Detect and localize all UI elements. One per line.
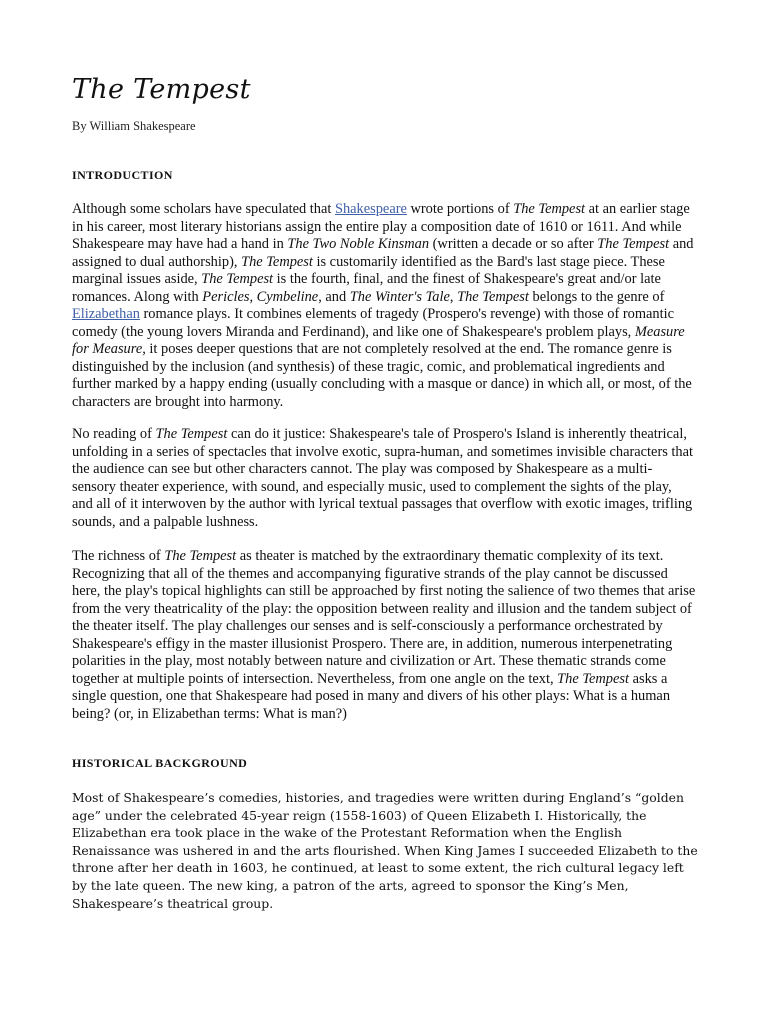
inline-link-elizabethan[interactable]: Elizabethan: [72, 306, 140, 322]
text-run: is the fourth, final, and the finest of Shakespeare's great and/or late romances. Along with: [72, 271, 661, 305]
italic-title: Measure for Measure: [72, 323, 685, 357]
italic-title: The Winter's Tale: [349, 288, 450, 305]
text-run: is customarily identified as the Bard's last stage piece. These marginal issues aside,: [72, 253, 665, 287]
italic-title: The Tempest: [557, 670, 629, 687]
text-run: belongs to the genre of: [528, 288, 665, 305]
italic-title: The Tempest: [513, 201, 586, 217]
italic-title: Cymbeline: [256, 288, 319, 305]
italic-title: The Tempest: [457, 288, 529, 305]
italic-title: The Tempest: [241, 253, 313, 270]
section-heading-introduction: INTRODUCTION: [72, 168, 173, 182]
italic-title: The Tempest: [597, 236, 670, 252]
text-run: at an earlier stage in his career, most literary historians assign the entire play a composition date of 1610 or 1611. And while Shakespeare may have had a hand in: [72, 201, 690, 252]
text-run: , and: [318, 288, 350, 305]
text-run: and assigned to dual authorship),: [72, 236, 694, 270]
text-run: as theater is matched by the extraordinary thematic complexity of its text. Recognizing that all of the themes and accompanying figurative strands of the play cannot be discussed here, the play's topical highlights can still be approached by first noting the salience of two themes that arise from the very theatricality of the play: the opposition between reality and illusion and the tandem subject of the theater itself. The play challenges our senses and is self-consciously a performance orchestrated by Shakespeare's effigy in the master illusionist Prospero. There are, in addition, numerous interpenetrating polarities in the play, most notably between nature and civilization or Art. These thematic strands come together at multiple points of intersection. Nevertheless, from one angle on the text,: [72, 548, 696, 687]
inline-link-shakespeare[interactable]: Shakespeare: [334, 201, 407, 217]
italic-title: Pericles: [202, 288, 250, 305]
text-run: ,: [249, 288, 257, 305]
intro-paragraph-1: [72, 201, 696, 411]
text-run: ,: [449, 288, 458, 305]
text-run: (written a decade or so after: [429, 236, 598, 252]
intro-paragraph-3: [72, 548, 696, 723]
section-heading-historical-background: HISTORICAL BACKGROUND: [72, 756, 248, 770]
text-run: asks a single question, one that Shakespeare had posed in many and divers of his other plays: What is a human being? (or, in Elizabethan terms: What is man?): [72, 670, 671, 722]
text-run: romance plays. It combines elements of tragedy (Prospero's revenge) with those of romantic comedy (the young lovers Miranda and Ferdinand), and like one of Shakespeare's problem plays,: [72, 306, 675, 340]
document-title: The Tempest: [72, 74, 251, 105]
italic-title: The Two Noble Kinsman: [287, 236, 430, 252]
text-run: can do it justice: Shakespeare's tale of Prospero's Island is inherently theatrical, unfolding in a series of spectacles that involve exotic, supra-human, and sometimes invisible characters that the audience can see but other characters cannot. The play was composed by Shakespeare as a multi-sensory theater experience, with sound, and especially music, used to complement the sights of the play, and all of it interwoven by the author with lyrical textual passages that overflow with exotic images, trifling sounds, and a palpable lushness.: [72, 426, 694, 530]
italic-title: The Tempest: [201, 271, 274, 287]
text-run: Although some scholars have speculated that: [72, 201, 335, 217]
text-run: Most of Shakespeare’s comedies, histories, and tragedies were written during England’s “golden age” under the celebrated 45-year reign (1558-1603) of Queen Elizabeth I. Historically, the Elizabethan era took place in the wake of the Protestant Reformation when the English Renaissance was ushered in and the arts flourished. When King James I succeeded Elizabeth to the throne after her death in 1603, he continued, at least to some extent, the rich cultural legacy left by the late queen. The new king, a patron of the arts, agreed to sponsor the King’s Men, Shakespeare’s theatrical group.: [72, 790, 698, 911]
intro-paragraph-2: [72, 426, 696, 531]
text-run: , it poses deeper questions that are not completely resolved at the end. The romance genre is distinguished by the inclusion (and synthesis) of these tragic, comic, and problematical ingredients and further marked by a happy ending (usually concluding with a masque or dance) in which all, or most, of the characters are brought into harmony.: [72, 341, 692, 410]
italic-title: The Tempest: [155, 426, 228, 442]
history-paragraph-1: [72, 789, 702, 912]
document-byline: By William Shakespeare: [72, 119, 196, 133]
text-run: wrote portions of: [406, 201, 514, 217]
text-run: The richness of: [72, 548, 165, 564]
text-run: No reading of: [72, 426, 156, 442]
italic-title: The Tempest: [164, 548, 237, 564]
